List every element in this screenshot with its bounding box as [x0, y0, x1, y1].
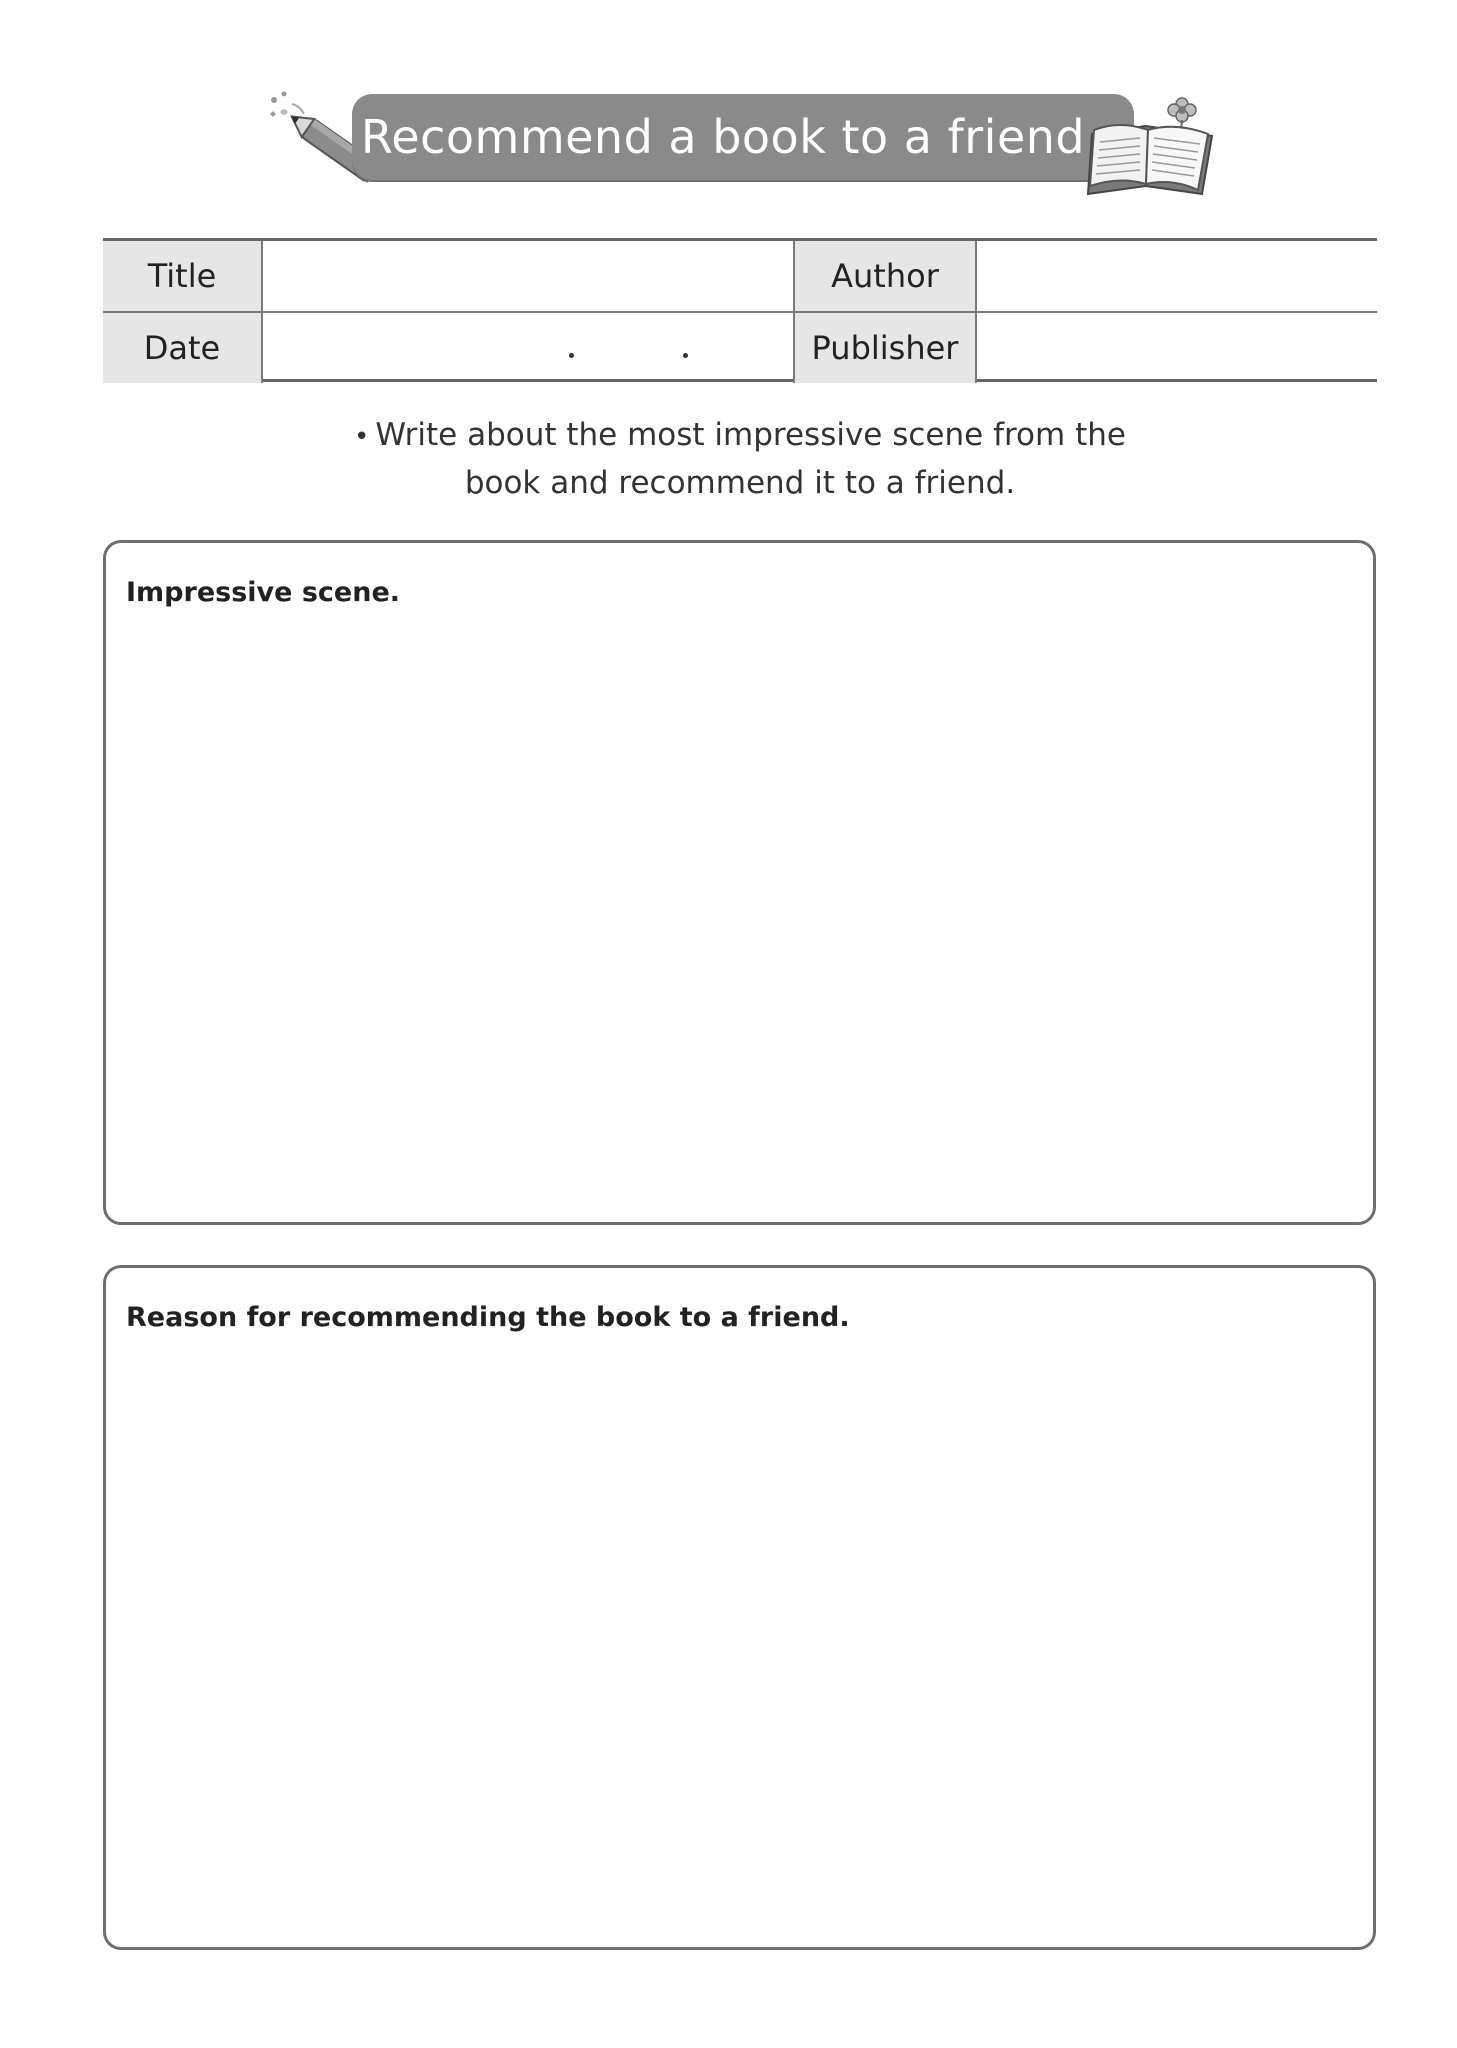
date-separator-dot — [569, 353, 574, 358]
date-field[interactable] — [263, 313, 795, 383]
author-label: Author — [795, 241, 977, 311]
impressive-scene-label: Impressive scene. — [126, 577, 401, 608]
header-banner — [262, 86, 1222, 206]
bullet-icon: • — [354, 422, 370, 452]
title-field[interactable] — [263, 241, 795, 311]
title-banner — [352, 94, 1134, 180]
instruction-line-2: book and recommend it to a friend. — [464, 465, 1016, 501]
recommendation-reason-box[interactable] — [103, 1265, 1376, 1950]
instruction-text — [330, 412, 1150, 506]
instruction-line-1: • Write about the most impressive scene from the — [354, 417, 1126, 453]
info-row-title-author — [103, 241, 1377, 311]
open-book-icon — [1084, 90, 1224, 202]
author-field[interactable] — [977, 241, 1377, 311]
date-separator-dot — [683, 353, 688, 358]
publisher-label: Publisher — [795, 313, 977, 383]
recommendation-reason-label: Reason for recommending the book to a friend. — [126, 1302, 850, 1333]
page-title: Recommend a book to a friend — [360, 110, 1086, 164]
impressive-scene-box[interactable] — [103, 540, 1376, 1225]
title-label: Title — [103, 241, 263, 311]
book-info-table — [103, 238, 1377, 382]
publisher-field[interactable] — [977, 313, 1377, 383]
info-row-date-publisher — [103, 311, 1377, 383]
date-label: Date — [103, 313, 263, 383]
